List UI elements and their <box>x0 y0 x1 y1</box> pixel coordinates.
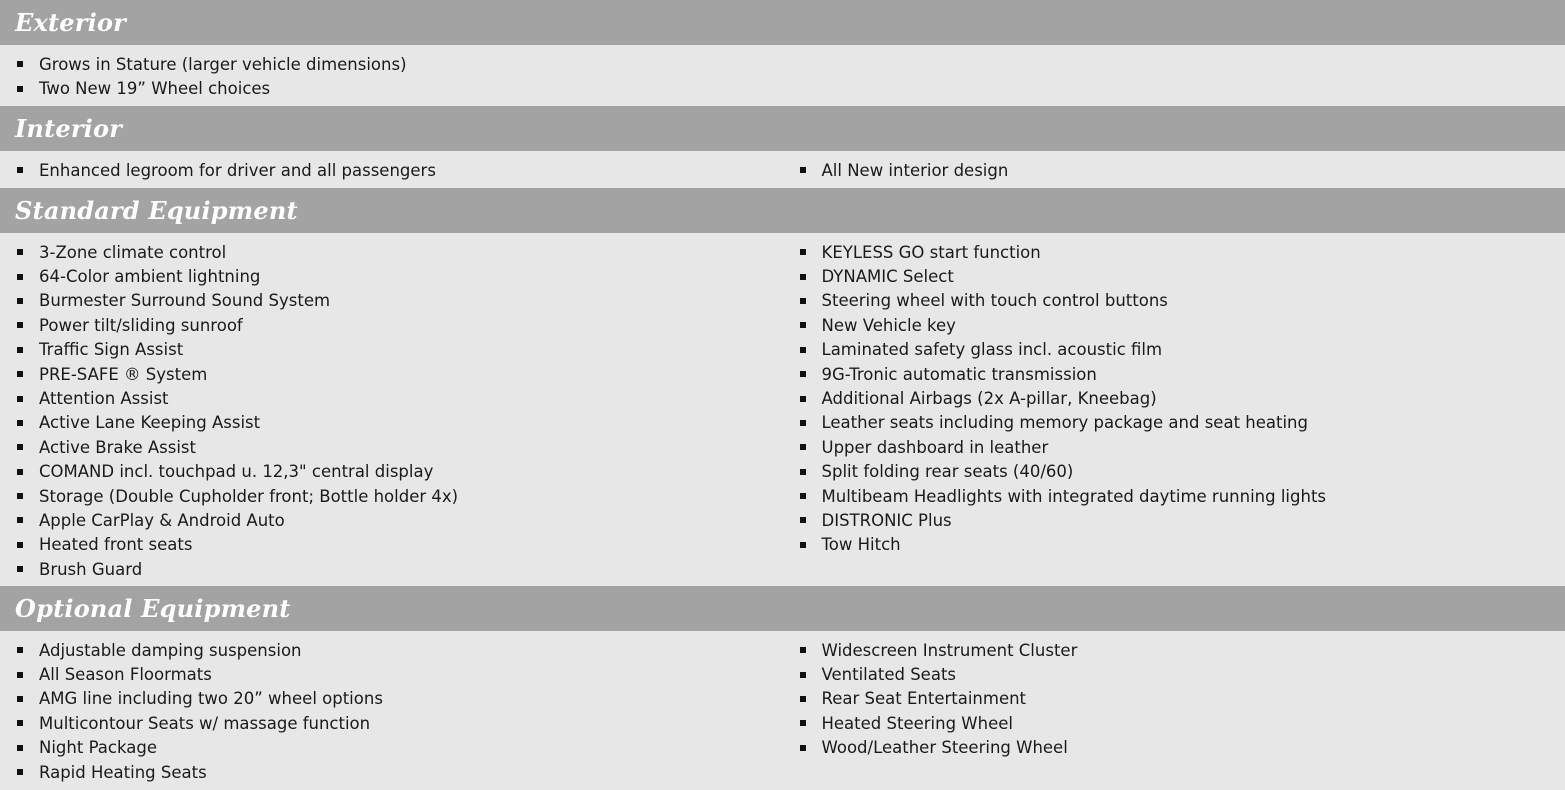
list-item-text: Wood/Leather Steering Wheel <box>821 738 1068 758</box>
list-item <box>800 687 1565 711</box>
list-item <box>800 508 1565 532</box>
list-item <box>800 484 1565 508</box>
right-column <box>783 52 1565 106</box>
list-item-text: Additional Airbags (2x A-pillar, Kneebag) <box>821 389 1157 409</box>
list-item-text: Adjustable damping suspension <box>39 640 302 660</box>
section-header <box>0 586 1565 631</box>
list-item-text: PRE-SAFE ® System <box>39 364 208 384</box>
list-item-text: Upper dashboard in leather <box>821 437 1049 457</box>
square-bullet-icon <box>17 720 23 726</box>
square-bullet-icon <box>800 672 806 678</box>
list-item <box>800 264 1565 288</box>
list-item-text: Ventilated Seats <box>821 665 957 685</box>
list-item <box>17 435 783 459</box>
square-bullet-icon <box>800 322 806 328</box>
square-bullet-icon <box>17 274 23 280</box>
square-bullet-icon <box>17 493 23 499</box>
square-bullet-icon <box>17 86 23 92</box>
right-column <box>783 158 1565 188</box>
section-title: Optional Equipment <box>15 594 291 623</box>
list-item <box>17 662 783 686</box>
square-bullet-icon <box>17 647 23 653</box>
section-optional-equipment <box>0 586 1565 790</box>
square-bullet-icon <box>800 371 806 377</box>
list-item-text: Leather seats including memory package and seat heating <box>821 413 1308 433</box>
list-item <box>17 508 783 532</box>
square-bullet-icon <box>800 298 806 304</box>
list-item-text: Night Package <box>39 738 157 758</box>
list-item <box>800 362 1565 386</box>
list-item-text: 64-Color ambient lightning <box>39 267 261 287</box>
list-item <box>800 711 1565 735</box>
section-body <box>0 233 1565 586</box>
square-bullet-icon <box>800 745 806 751</box>
list-item <box>800 533 1565 557</box>
square-bullet-icon <box>800 396 806 402</box>
square-bullet-icon <box>800 167 806 173</box>
square-bullet-icon <box>17 298 23 304</box>
list-item-text: Multicontour Seats w/ massage function <box>39 713 371 733</box>
square-bullet-icon <box>800 274 806 280</box>
list-item <box>17 264 783 288</box>
square-bullet-icon <box>17 167 23 173</box>
square-bullet-icon <box>800 696 806 702</box>
list-item-text: Heated Steering Wheel <box>821 713 1013 733</box>
list-item-text: Storage (Double Cupholder front; Bottle holder 4x) <box>39 486 459 506</box>
list-item <box>800 240 1565 264</box>
square-bullet-icon <box>17 444 23 450</box>
left-column <box>0 158 783 188</box>
list-item-text: Brush Guard <box>39 559 143 579</box>
list-item-text: Split folding rear seats (40/60) <box>821 462 1074 482</box>
list-item-text: DYNAMIC Select <box>821 267 954 287</box>
square-bullet-icon <box>800 517 806 523</box>
square-bullet-icon <box>17 517 23 523</box>
list-item-text: Widescreen Instrument Cluster <box>821 640 1078 660</box>
square-bullet-icon <box>17 469 23 475</box>
section-header <box>0 188 1565 233</box>
list-item-text: Grows in Stature (larger vehicle dimensions) <box>39 54 407 74</box>
section-header <box>0 106 1565 151</box>
square-bullet-icon <box>17 769 23 775</box>
section-interior <box>0 106 1565 188</box>
square-bullet-icon <box>17 420 23 426</box>
list-item-text: 9G-Tronic automatic transmission <box>821 364 1097 384</box>
list-item-text: DISTRONIC Plus <box>821 510 952 530</box>
list-item <box>17 240 783 264</box>
list-item <box>17 52 783 76</box>
list-item-text: Active Brake Assist <box>39 437 196 457</box>
list-item-text: Rear Seat Entertainment <box>821 689 1027 709</box>
list-item-text: All New interior design <box>821 160 1009 180</box>
square-bullet-icon <box>800 420 806 426</box>
list-item <box>17 760 783 784</box>
list-item <box>17 557 783 581</box>
list-item-text: Multibeam Headlights with integrated daytime running lights <box>821 486 1327 506</box>
square-bullet-icon <box>800 720 806 726</box>
list-item-text: All Season Floormats <box>39 665 212 685</box>
section-body <box>0 45 1565 106</box>
list-item <box>17 338 783 362</box>
list-item-text: Power tilt/sliding sunroof <box>39 315 243 335</box>
list-item-text: Rapid Heating Seats <box>39 762 207 782</box>
list-item-text: Two New 19” Wheel choices <box>39 79 271 99</box>
section-title: Standard Equipment <box>15 196 298 225</box>
list-item <box>17 289 783 313</box>
left-column <box>0 52 783 106</box>
list-item <box>17 687 783 711</box>
section-title: Interior <box>15 114 123 143</box>
list-item-text: 3-Zone climate control <box>39 242 227 262</box>
square-bullet-icon <box>17 696 23 702</box>
square-bullet-icon <box>800 647 806 653</box>
list-item <box>17 711 783 735</box>
right-column <box>783 638 1565 790</box>
left-column <box>0 240 783 586</box>
list-item <box>800 338 1565 362</box>
square-bullet-icon <box>17 745 23 751</box>
list-item <box>800 386 1565 410</box>
list-item-text: Tow Hitch <box>821 535 901 555</box>
list-item-text: Steering wheel with touch control buttons <box>821 291 1168 311</box>
square-bullet-icon <box>17 61 23 67</box>
square-bullet-icon <box>800 469 806 475</box>
list-item <box>17 313 783 337</box>
list-item <box>800 460 1565 484</box>
list-item <box>17 362 783 386</box>
square-bullet-icon <box>800 347 806 353</box>
square-bullet-icon <box>17 542 23 548</box>
list-item <box>800 158 1565 182</box>
list-item <box>17 460 783 484</box>
list-item <box>800 289 1565 313</box>
list-item-text: Heated front seats <box>39 535 193 555</box>
list-item-text: Enhanced legroom for driver and all passengers <box>39 160 436 180</box>
list-item <box>800 638 1565 662</box>
square-bullet-icon <box>800 542 806 548</box>
list-item <box>17 533 783 557</box>
section-body <box>0 631 1565 790</box>
list-item <box>800 411 1565 435</box>
section-title: Exterior <box>15 8 126 37</box>
section-exterior <box>0 0 1565 106</box>
section-body <box>0 151 1565 188</box>
list-item <box>800 313 1565 337</box>
list-item <box>17 411 783 435</box>
list-item-text: Laminated safety glass incl. acoustic film <box>821 340 1163 360</box>
list-item-text: COMAND incl. touchpad u. 12,3" central display <box>39 462 434 482</box>
list-item <box>800 662 1565 686</box>
section-standard-equipment <box>0 188 1565 586</box>
list-item <box>17 158 783 182</box>
list-item-text: KEYLESS GO start function <box>821 242 1041 262</box>
list-item-text: Apple CarPlay & Android Auto <box>39 510 285 530</box>
square-bullet-icon <box>17 566 23 572</box>
list-item <box>17 76 783 100</box>
list-item <box>17 736 783 760</box>
list-item-text: New Vehicle key <box>821 315 956 335</box>
square-bullet-icon <box>17 672 23 678</box>
list-item-text: Burmester Surround Sound System <box>39 291 331 311</box>
right-column <box>783 240 1565 586</box>
section-header <box>0 0 1565 45</box>
list-item-text: Traffic Sign Assist <box>39 340 184 360</box>
list-item <box>17 386 783 410</box>
square-bullet-icon <box>17 396 23 402</box>
list-item <box>17 484 783 508</box>
list-item-text: Attention Assist <box>39 389 169 409</box>
list-item <box>800 736 1565 760</box>
list-item <box>800 435 1565 459</box>
list-item <box>17 638 783 662</box>
square-bullet-icon <box>17 347 23 353</box>
square-bullet-icon <box>800 249 806 255</box>
square-bullet-icon <box>800 444 806 450</box>
list-item-text: Active Lane Keeping Assist <box>39 413 261 433</box>
square-bullet-icon <box>800 493 806 499</box>
square-bullet-icon <box>17 371 23 377</box>
list-item-text: AMG line including two 20” wheel options <box>39 689 383 709</box>
square-bullet-icon <box>17 322 23 328</box>
square-bullet-icon <box>17 249 23 255</box>
left-column <box>0 638 783 790</box>
